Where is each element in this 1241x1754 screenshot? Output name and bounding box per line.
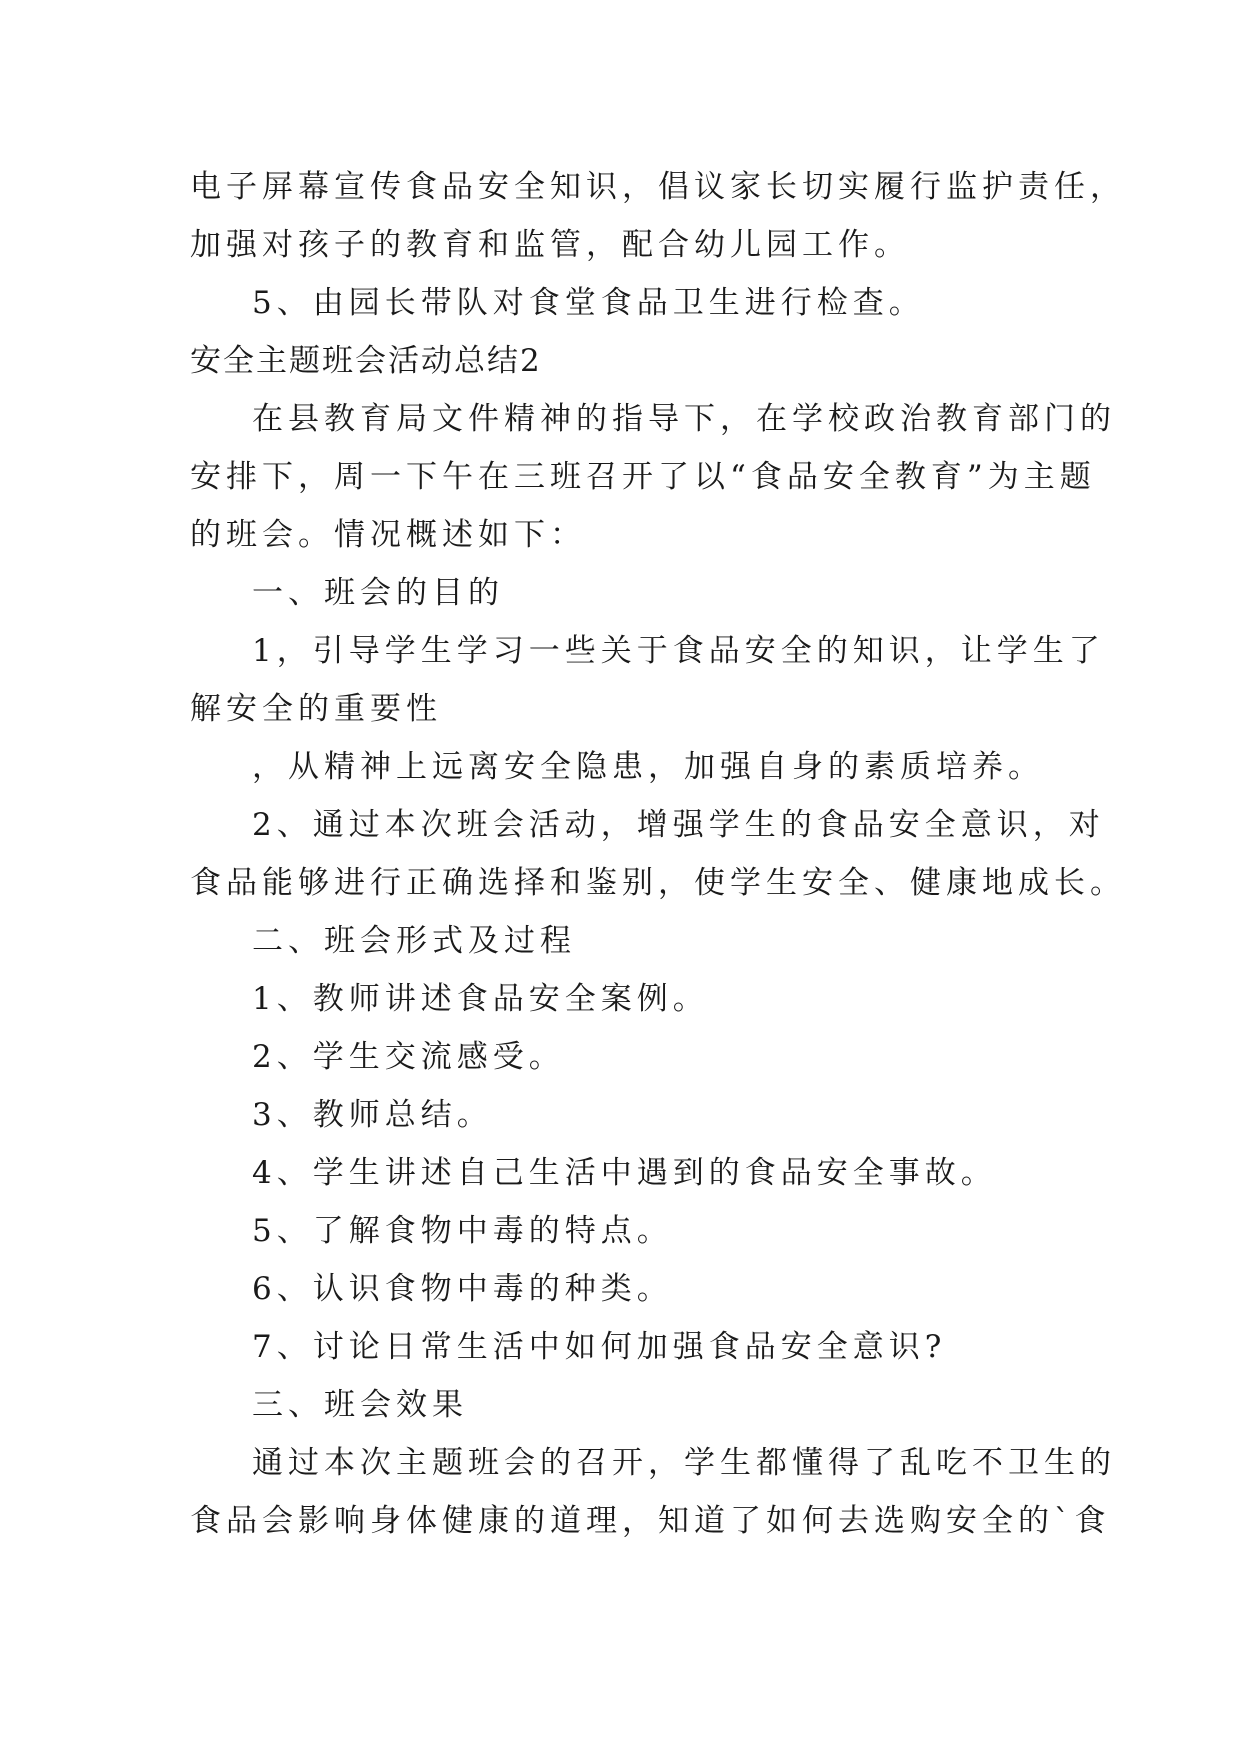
text-line: 1，引导学生学习一些关于食品安全的知识，让学生了: [252, 633, 1105, 669]
text-line: 2、学生交流感受。: [252, 1039, 565, 1075]
text-line: 5、由园长带队对食堂食品卫生进行检查。: [252, 285, 925, 321]
text-line: 3、教师总结。: [252, 1097, 493, 1133]
text-line: 通过本次主题班会的召开，学生都懂得了乱吃不卫生的: [252, 1445, 1116, 1481]
text-line: 5、了解食物中毒的特点。: [252, 1213, 673, 1249]
text-line: 1、教师讲述食品安全案例。: [252, 981, 709, 1017]
text-line: 解安全的重要性: [190, 691, 442, 727]
text-line: 一、班会的目的: [252, 575, 504, 611]
text-line: ，从精神上远离安全隐患，加强自身的素质培养。: [252, 749, 1044, 785]
text-line: 加强对孩子的教育和监管，配合幼儿园工作。: [190, 227, 910, 263]
text-line: 食品能够进行正确选择和鉴别，使学生安全、健康地成长。: [190, 865, 1126, 901]
text-line: 食品会影响身体健康的道理，知道了如何去选购安全的`食: [190, 1503, 1111, 1539]
text-line: 7、讨论日常生活中如何加强食品安全意识?: [252, 1329, 947, 1365]
text-line: 电子屏幕宣传食品安全知识，倡议家长切实履行监护责任，: [190, 169, 1126, 205]
text-line: 的班会。情况概述如下：: [190, 517, 586, 553]
section-heading: 安全主题班会活动总结2: [190, 343, 542, 379]
text-line: 6、认识食物中毒的种类。: [252, 1271, 673, 1307]
text-line: 安排下，周一下午在三班召开了以“食品安全教育”为主题: [190, 459, 1096, 495]
text-line: 三、班会效果: [252, 1387, 468, 1423]
text-line: 二、班会形式及过程: [252, 923, 576, 959]
text-line: 4、学生讲述自己生活中遇到的食品安全事故。: [252, 1155, 997, 1191]
text-line: 在县教育局文件精神的指导下，在学校政治教育部门的: [252, 401, 1116, 437]
text-line: 2、通过本次班会活动，增强学生的食品安全意识，对: [252, 807, 1105, 843]
document-body: [190, 158, 1126, 1550]
